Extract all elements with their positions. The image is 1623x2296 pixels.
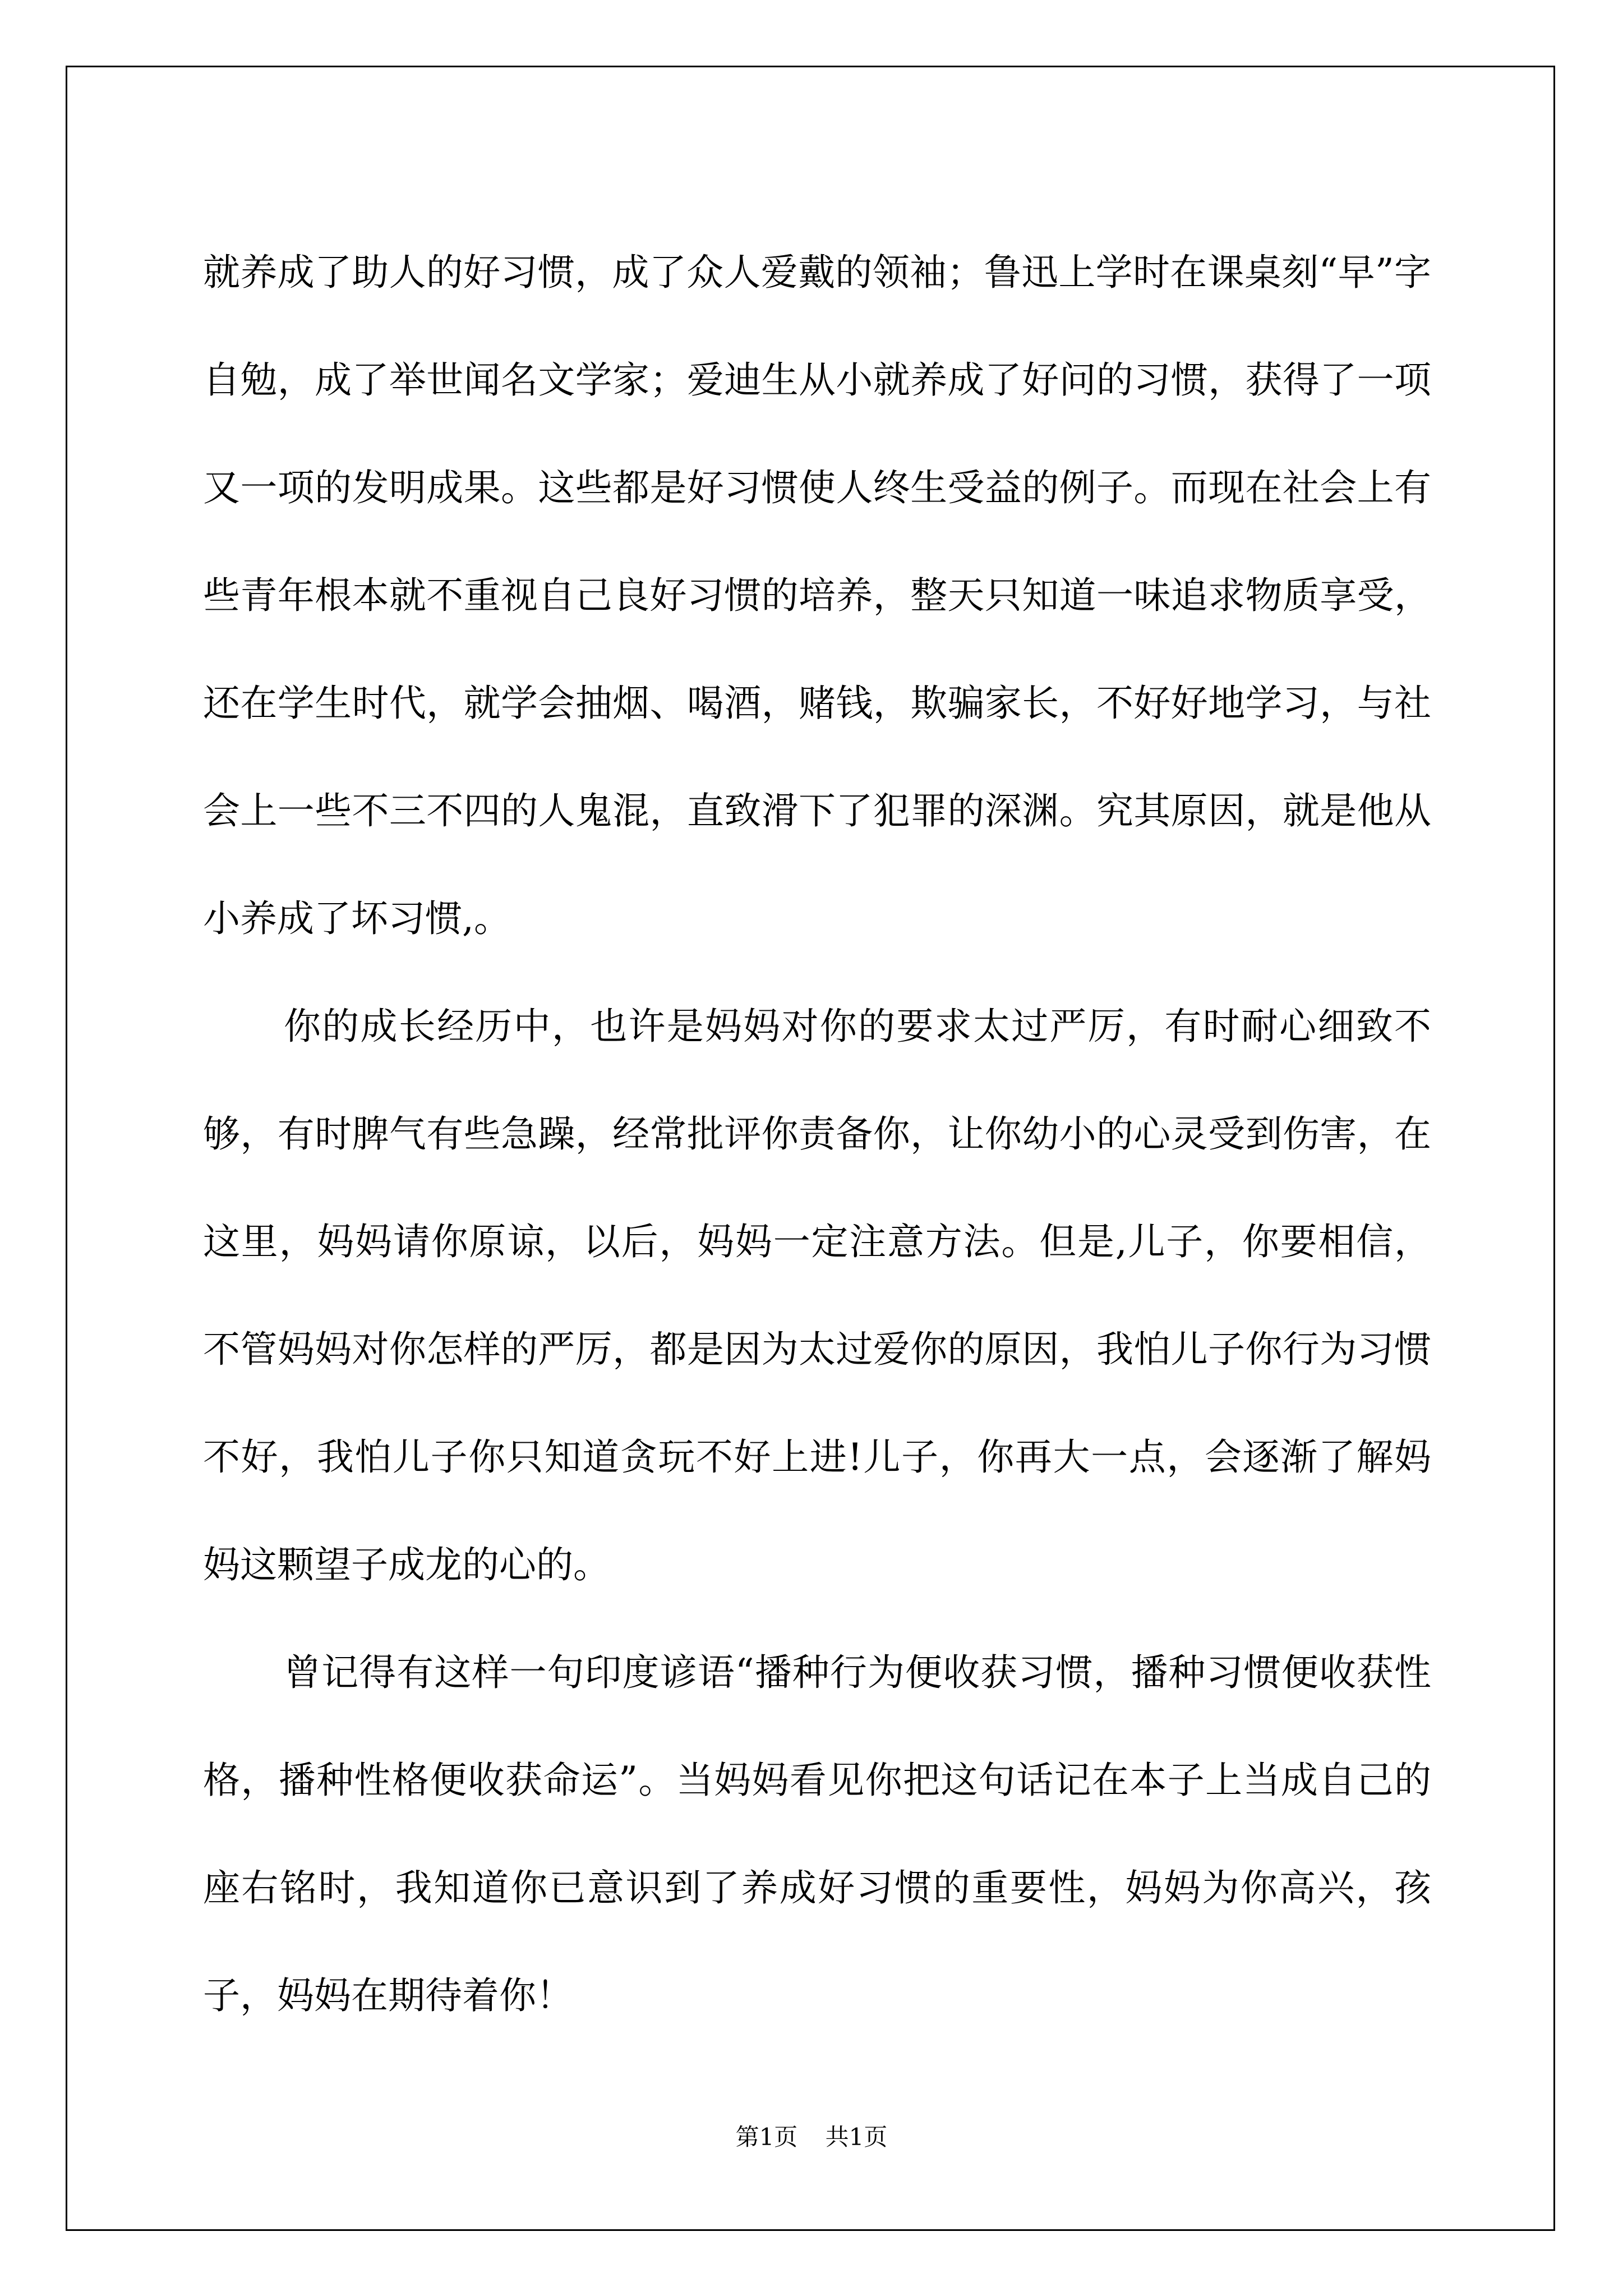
page-footer bbox=[0, 2120, 1623, 2154]
paragraph: 就养成了助人的好习惯，成了众人爱戴的领袖；鲁迅上学时在课桌刻“早”字自勉，成了举世闻名文学家；爱迪生从小就养成了好问的习惯，获得了一项又一项的发明成果。这些都是好习惯使人终生受益的例子。而现在社会上有些青年根本就不重视自己良好习惯的培养，整天只知道一味追求物质享受，还在学生时代，就学会抽烟、喝酒，赌钱，欺骗家长，不好好地学习，与社会上一些不三不四的人鬼混，直致滑下了犯罪的深渊。究其原因，就是他从小养成了坏习惯,。 bbox=[203, 251, 1431, 940]
document-body bbox=[203, 219, 1431, 2050]
page-total: 共1页 bbox=[825, 2123, 888, 2151]
page-number: 第1页 bbox=[735, 2123, 798, 2151]
paragraph: 曾记得有这样一句印度谚语“播种行为便收获习惯，播种习惯便收获性格，播种性格便收获命运”。当妈妈看见你把这句话记在本子上当成自己的座右铭时，我知道你已意识到了养成好习惯的重要性，妈妈为你高兴，孩子，妈妈在期待着你！ bbox=[203, 1651, 1431, 2017]
paragraph: 你的成长经历中，也许是妈妈对你的要求太过严厉，有时耐心细致不够，有时脾气有些急躁，经常批评你责备你，让你幼小的心灵受到伤害，在这里，妈妈请你原谅，以后，妈妈一定注意方法。但是,儿子，你要相信，不管妈妈对你怎样的严厉，都是因为太过爱你的原因，我怕儿子你行为习惯不好，我怕儿子你只知道贪玩不好上进!儿子，你再大一点，会逐渐了解妈妈这颗望子成龙的心的。 bbox=[203, 1005, 1431, 1586]
